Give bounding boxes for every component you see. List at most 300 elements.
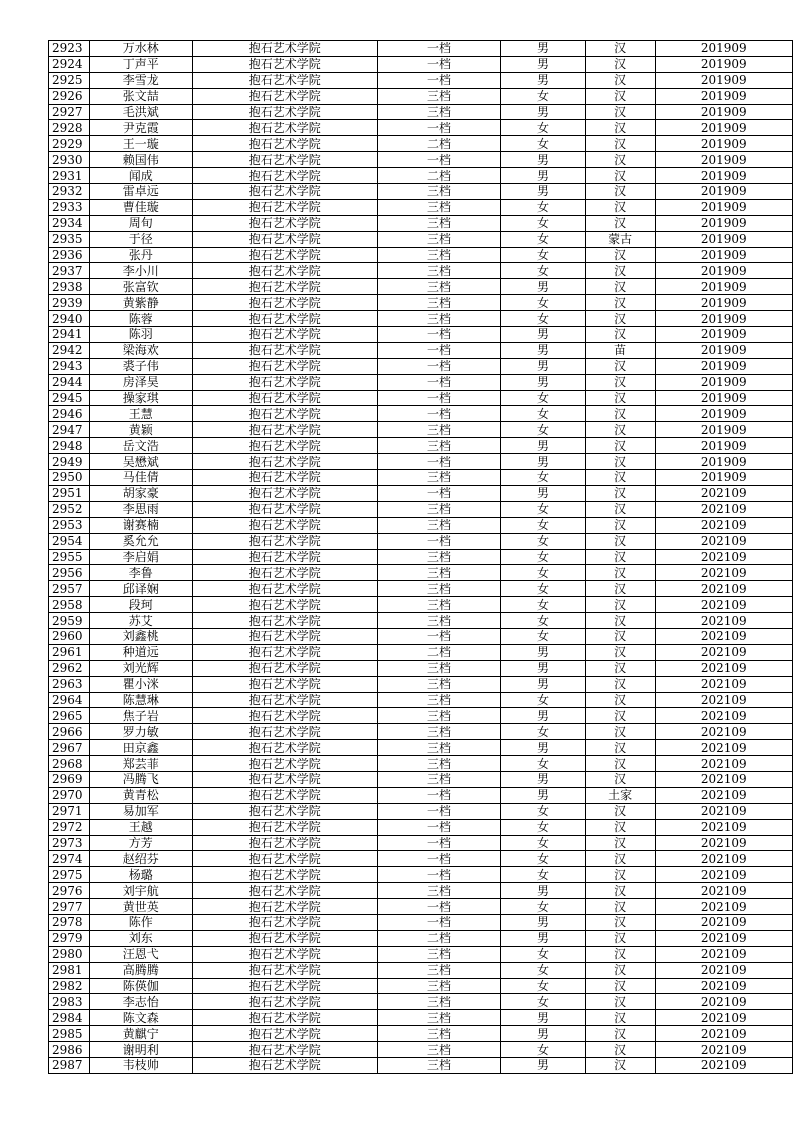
college-cell: 抱石艺术学院 bbox=[192, 390, 377, 406]
id-cell: 2968 bbox=[49, 756, 90, 772]
gender-cell: 男 bbox=[501, 740, 586, 756]
name-cell: 黄青松 bbox=[89, 787, 192, 803]
table-row bbox=[49, 231, 793, 247]
table-row bbox=[49, 835, 793, 851]
gender-cell: 女 bbox=[501, 406, 586, 422]
level-cell: 一档 bbox=[377, 72, 500, 88]
gender-cell: 男 bbox=[501, 374, 586, 390]
table-row bbox=[49, 533, 793, 549]
term-cell: 202109 bbox=[655, 517, 793, 533]
ethnicity-cell: 汉 bbox=[585, 152, 655, 168]
ethnicity-cell: 汉 bbox=[585, 215, 655, 231]
college-cell: 抱石艺术学院 bbox=[192, 676, 377, 692]
level-cell: 三档 bbox=[377, 1058, 500, 1074]
level-cell: 三档 bbox=[377, 1042, 500, 1058]
term-cell: 201909 bbox=[655, 358, 793, 374]
level-cell: 三档 bbox=[377, 438, 500, 454]
gender-cell: 女 bbox=[501, 946, 586, 962]
level-cell: 三档 bbox=[377, 422, 500, 438]
level-cell: 三档 bbox=[377, 660, 500, 676]
table-row bbox=[49, 215, 793, 231]
table-row bbox=[49, 454, 793, 470]
level-cell: 三档 bbox=[377, 565, 500, 581]
level-cell: 三档 bbox=[377, 279, 500, 295]
name-cell: 于径 bbox=[89, 231, 192, 247]
table-row bbox=[49, 342, 793, 358]
gender-cell: 女 bbox=[501, 565, 586, 581]
term-cell: 201909 bbox=[655, 168, 793, 184]
term-cell: 201909 bbox=[655, 279, 793, 295]
college-cell: 抱石艺术学院 bbox=[192, 168, 377, 184]
name-cell: 方芳 bbox=[89, 835, 192, 851]
term-cell: 202109 bbox=[655, 1026, 793, 1042]
name-cell: 陈作 bbox=[89, 914, 192, 930]
level-cell: 三档 bbox=[377, 962, 500, 978]
table-row bbox=[49, 819, 793, 835]
college-cell: 抱石艺术学院 bbox=[192, 104, 377, 120]
name-cell: 赖国伟 bbox=[89, 152, 192, 168]
level-cell: 一档 bbox=[377, 152, 500, 168]
term-cell: 202109 bbox=[655, 1058, 793, 1074]
level-cell: 三档 bbox=[377, 708, 500, 724]
name-cell: 韦枝帅 bbox=[89, 1058, 192, 1074]
college-cell: 抱石艺术学院 bbox=[192, 930, 377, 946]
gender-cell: 男 bbox=[501, 358, 586, 374]
college-cell: 抱石艺术学院 bbox=[192, 311, 377, 327]
id-cell: 2954 bbox=[49, 533, 90, 549]
table-row bbox=[49, 152, 793, 168]
term-cell: 202109 bbox=[655, 867, 793, 883]
ethnicity-cell: 汉 bbox=[585, 962, 655, 978]
term-cell: 201909 bbox=[655, 120, 793, 136]
ethnicity-cell: 汉 bbox=[585, 914, 655, 930]
id-cell: 2957 bbox=[49, 581, 90, 597]
id-cell: 2923 bbox=[49, 41, 90, 57]
ethnicity-cell: 土家 bbox=[585, 787, 655, 803]
college-cell: 抱石艺术学院 bbox=[192, 184, 377, 200]
table-row bbox=[49, 930, 793, 946]
id-cell: 2976 bbox=[49, 883, 90, 899]
college-cell: 抱石艺术学院 bbox=[192, 724, 377, 740]
table-row bbox=[49, 787, 793, 803]
table-row bbox=[49, 851, 793, 867]
gender-cell: 女 bbox=[501, 247, 586, 263]
gender-cell: 女 bbox=[501, 470, 586, 486]
name-cell: 陈慧琳 bbox=[89, 692, 192, 708]
name-cell: 裘子伟 bbox=[89, 358, 192, 374]
table-row bbox=[49, 644, 793, 660]
term-cell: 201909 bbox=[655, 342, 793, 358]
term-cell: 202109 bbox=[655, 819, 793, 835]
level-cell: 二档 bbox=[377, 168, 500, 184]
gender-cell: 男 bbox=[501, 56, 586, 72]
ethnicity-cell: 汉 bbox=[585, 946, 655, 962]
term-cell: 202109 bbox=[655, 660, 793, 676]
table-row bbox=[49, 978, 793, 994]
gender-cell: 女 bbox=[501, 724, 586, 740]
college-cell: 抱石艺术学院 bbox=[192, 581, 377, 597]
gender-cell: 男 bbox=[501, 708, 586, 724]
level-cell: 三档 bbox=[377, 295, 500, 311]
ethnicity-cell: 汉 bbox=[585, 819, 655, 835]
name-cell: 谢明利 bbox=[89, 1042, 192, 1058]
table-row bbox=[49, 628, 793, 644]
gender-cell: 女 bbox=[501, 517, 586, 533]
id-cell: 2926 bbox=[49, 88, 90, 104]
term-cell: 201909 bbox=[655, 199, 793, 215]
term-cell: 202109 bbox=[655, 549, 793, 565]
college-cell: 抱石艺术学院 bbox=[192, 771, 377, 787]
college-cell: 抱石艺术学院 bbox=[192, 962, 377, 978]
gender-cell: 男 bbox=[501, 41, 586, 57]
name-cell: 张文喆 bbox=[89, 88, 192, 104]
college-cell: 抱石艺术学院 bbox=[192, 994, 377, 1010]
term-cell: 201909 bbox=[655, 295, 793, 311]
id-cell: 2940 bbox=[49, 311, 90, 327]
name-cell: 梁海欢 bbox=[89, 342, 192, 358]
college-cell: 抱石艺术学院 bbox=[192, 295, 377, 311]
id-cell: 2981 bbox=[49, 962, 90, 978]
table-row bbox=[49, 422, 793, 438]
table-row bbox=[49, 771, 793, 787]
id-cell: 2946 bbox=[49, 406, 90, 422]
id-cell: 2934 bbox=[49, 215, 90, 231]
name-cell: 黄紫静 bbox=[89, 295, 192, 311]
ethnicity-cell: 汉 bbox=[585, 1058, 655, 1074]
level-cell: 三档 bbox=[377, 517, 500, 533]
term-cell: 202109 bbox=[655, 851, 793, 867]
college-cell: 抱石艺术学院 bbox=[192, 501, 377, 517]
id-cell: 2979 bbox=[49, 930, 90, 946]
gender-cell: 男 bbox=[501, 168, 586, 184]
term-cell: 202109 bbox=[655, 581, 793, 597]
term-cell: 201909 bbox=[655, 263, 793, 279]
ethnicity-cell: 汉 bbox=[585, 184, 655, 200]
level-cell: 一档 bbox=[377, 342, 500, 358]
college-cell: 抱石艺术学院 bbox=[192, 533, 377, 549]
level-cell: 三档 bbox=[377, 1026, 500, 1042]
id-cell: 2930 bbox=[49, 152, 90, 168]
name-cell: 种道远 bbox=[89, 644, 192, 660]
term-cell: 202109 bbox=[655, 708, 793, 724]
term-cell: 202109 bbox=[655, 899, 793, 915]
name-cell: 黄麒宁 bbox=[89, 1026, 192, 1042]
level-cell: 三档 bbox=[377, 501, 500, 517]
ethnicity-cell: 汉 bbox=[585, 1042, 655, 1058]
ethnicity-cell: 汉 bbox=[585, 692, 655, 708]
college-cell: 抱石艺术学院 bbox=[192, 899, 377, 915]
name-cell: 李启娟 bbox=[89, 549, 192, 565]
college-cell: 抱石艺术学院 bbox=[192, 41, 377, 57]
ethnicity-cell: 汉 bbox=[585, 549, 655, 565]
term-cell: 202109 bbox=[655, 740, 793, 756]
id-cell: 2952 bbox=[49, 501, 90, 517]
table-row bbox=[49, 1042, 793, 1058]
college-cell: 抱石艺术学院 bbox=[192, 358, 377, 374]
table-row bbox=[49, 390, 793, 406]
gender-cell: 女 bbox=[501, 851, 586, 867]
level-cell: 三档 bbox=[377, 311, 500, 327]
ethnicity-cell: 汉 bbox=[585, 1010, 655, 1026]
name-cell: 闻成 bbox=[89, 168, 192, 184]
level-cell: 三档 bbox=[377, 470, 500, 486]
ethnicity-cell: 苗 bbox=[585, 342, 655, 358]
id-cell: 2962 bbox=[49, 660, 90, 676]
term-cell: 201909 bbox=[655, 390, 793, 406]
level-cell: 三档 bbox=[377, 756, 500, 772]
level-cell: 一档 bbox=[377, 787, 500, 803]
table-row bbox=[49, 724, 793, 740]
id-cell: 2924 bbox=[49, 56, 90, 72]
college-cell: 抱石艺术学院 bbox=[192, 438, 377, 454]
level-cell: 一档 bbox=[377, 628, 500, 644]
gender-cell: 女 bbox=[501, 215, 586, 231]
gender-cell: 女 bbox=[501, 390, 586, 406]
college-cell: 抱石艺术学院 bbox=[192, 247, 377, 263]
table-row bbox=[49, 406, 793, 422]
term-cell: 201909 bbox=[655, 231, 793, 247]
id-cell: 2950 bbox=[49, 470, 90, 486]
level-cell: 三档 bbox=[377, 597, 500, 613]
gender-cell: 女 bbox=[501, 994, 586, 1010]
term-cell: 202109 bbox=[655, 930, 793, 946]
term-cell: 201909 bbox=[655, 184, 793, 200]
term-cell: 202109 bbox=[655, 962, 793, 978]
ethnicity-cell: 汉 bbox=[585, 899, 655, 915]
name-cell: 易加军 bbox=[89, 803, 192, 819]
name-cell: 谢赛楠 bbox=[89, 517, 192, 533]
name-cell: 焦子岩 bbox=[89, 708, 192, 724]
gender-cell: 女 bbox=[501, 581, 586, 597]
ethnicity-cell: 汉 bbox=[585, 883, 655, 899]
term-cell: 202109 bbox=[655, 692, 793, 708]
college-cell: 抱石艺术学院 bbox=[192, 740, 377, 756]
name-cell: 李思雨 bbox=[89, 501, 192, 517]
college-cell: 抱石艺术学院 bbox=[192, 787, 377, 803]
gender-cell: 男 bbox=[501, 930, 586, 946]
name-cell: 曹佳璇 bbox=[89, 199, 192, 215]
table-row bbox=[49, 136, 793, 152]
id-cell: 2964 bbox=[49, 692, 90, 708]
term-cell: 202109 bbox=[655, 533, 793, 549]
name-cell: 苏艾 bbox=[89, 613, 192, 629]
level-cell: 一档 bbox=[377, 914, 500, 930]
college-cell: 抱石艺术学院 bbox=[192, 756, 377, 772]
ethnicity-cell: 汉 bbox=[585, 390, 655, 406]
college-cell: 抱石艺术学院 bbox=[192, 803, 377, 819]
id-cell: 2928 bbox=[49, 120, 90, 136]
gender-cell: 男 bbox=[501, 644, 586, 660]
level-cell: 三档 bbox=[377, 613, 500, 629]
ethnicity-cell: 汉 bbox=[585, 644, 655, 660]
name-cell: 陈文森 bbox=[89, 1010, 192, 1026]
table-row bbox=[49, 613, 793, 629]
ethnicity-cell: 汉 bbox=[585, 422, 655, 438]
name-cell: 操家琪 bbox=[89, 390, 192, 406]
gender-cell: 女 bbox=[501, 533, 586, 549]
table-row bbox=[49, 247, 793, 263]
level-cell: 一档 bbox=[377, 406, 500, 422]
ethnicity-cell: 汉 bbox=[585, 470, 655, 486]
name-cell: 马佳倩 bbox=[89, 470, 192, 486]
table-row bbox=[49, 279, 793, 295]
college-cell: 抱石艺术学院 bbox=[192, 946, 377, 962]
ethnicity-cell: 汉 bbox=[585, 835, 655, 851]
id-cell: 2935 bbox=[49, 231, 90, 247]
gender-cell: 女 bbox=[501, 1042, 586, 1058]
name-cell: 冯腾飞 bbox=[89, 771, 192, 787]
level-cell: 一档 bbox=[377, 327, 500, 343]
table-row bbox=[49, 41, 793, 57]
college-cell: 抱石艺术学院 bbox=[192, 342, 377, 358]
college-cell: 抱石艺术学院 bbox=[192, 88, 377, 104]
name-cell: 刘宇航 bbox=[89, 883, 192, 899]
level-cell: 三档 bbox=[377, 771, 500, 787]
college-cell: 抱石艺术学院 bbox=[192, 120, 377, 136]
name-cell: 李小川 bbox=[89, 263, 192, 279]
term-cell: 201909 bbox=[655, 470, 793, 486]
level-cell: 二档 bbox=[377, 644, 500, 660]
term-cell: 201909 bbox=[655, 454, 793, 470]
name-cell: 李鲁 bbox=[89, 565, 192, 581]
gender-cell: 男 bbox=[501, 1058, 586, 1074]
id-cell: 2987 bbox=[49, 1058, 90, 1074]
ethnicity-cell: 汉 bbox=[585, 199, 655, 215]
name-cell: 赵绍芬 bbox=[89, 851, 192, 867]
level-cell: 三档 bbox=[377, 549, 500, 565]
name-cell: 岳文浩 bbox=[89, 438, 192, 454]
gender-cell: 女 bbox=[501, 597, 586, 613]
name-cell: 陈蓉 bbox=[89, 311, 192, 327]
level-cell: 三档 bbox=[377, 883, 500, 899]
college-cell: 抱石艺术学院 bbox=[192, 215, 377, 231]
name-cell: 段珂 bbox=[89, 597, 192, 613]
level-cell: 一档 bbox=[377, 835, 500, 851]
gender-cell: 女 bbox=[501, 136, 586, 152]
ethnicity-cell: 汉 bbox=[585, 358, 655, 374]
level-cell: 二档 bbox=[377, 930, 500, 946]
name-cell: 黄世英 bbox=[89, 899, 192, 915]
gender-cell: 男 bbox=[501, 787, 586, 803]
ethnicity-cell: 汉 bbox=[585, 485, 655, 501]
gender-cell: 女 bbox=[501, 295, 586, 311]
college-cell: 抱石艺术学院 bbox=[192, 835, 377, 851]
ethnicity-cell: 汉 bbox=[585, 136, 655, 152]
ethnicity-cell: 汉 bbox=[585, 517, 655, 533]
gender-cell: 男 bbox=[501, 104, 586, 120]
ethnicity-cell: 汉 bbox=[585, 613, 655, 629]
name-cell: 陈偀伽 bbox=[89, 978, 192, 994]
id-cell: 2933 bbox=[49, 199, 90, 215]
level-cell: 三档 bbox=[377, 215, 500, 231]
table-row bbox=[49, 199, 793, 215]
term-cell: 201909 bbox=[655, 152, 793, 168]
table-row bbox=[49, 867, 793, 883]
ethnicity-cell: 汉 bbox=[585, 597, 655, 613]
level-cell: 一档 bbox=[377, 867, 500, 883]
level-cell: 一档 bbox=[377, 454, 500, 470]
college-cell: 抱石艺术学院 bbox=[192, 660, 377, 676]
level-cell: 三档 bbox=[377, 88, 500, 104]
college-cell: 抱石艺术学院 bbox=[192, 231, 377, 247]
table-row bbox=[49, 692, 793, 708]
gender-cell: 男 bbox=[501, 454, 586, 470]
ethnicity-cell: 汉 bbox=[585, 88, 655, 104]
table-row bbox=[49, 1026, 793, 1042]
id-cell: 2931 bbox=[49, 168, 90, 184]
name-cell: 房泽昊 bbox=[89, 374, 192, 390]
name-cell: 汪恩弋 bbox=[89, 946, 192, 962]
level-cell: 一档 bbox=[377, 533, 500, 549]
term-cell: 202109 bbox=[655, 1042, 793, 1058]
level-cell: 三档 bbox=[377, 692, 500, 708]
table-row bbox=[49, 803, 793, 819]
ethnicity-cell: 汉 bbox=[585, 771, 655, 787]
name-cell: 万水林 bbox=[89, 41, 192, 57]
ethnicity-cell: 汉 bbox=[585, 41, 655, 57]
college-cell: 抱石艺术学院 bbox=[192, 422, 377, 438]
ethnicity-cell: 汉 bbox=[585, 978, 655, 994]
table-row bbox=[49, 438, 793, 454]
gender-cell: 女 bbox=[501, 88, 586, 104]
ethnicity-cell: 汉 bbox=[585, 740, 655, 756]
gender-cell: 男 bbox=[501, 1010, 586, 1026]
college-cell: 抱石艺术学院 bbox=[192, 883, 377, 899]
table-row bbox=[49, 295, 793, 311]
id-cell: 2959 bbox=[49, 613, 90, 629]
name-cell: 张丹 bbox=[89, 247, 192, 263]
id-cell: 2932 bbox=[49, 184, 90, 200]
ethnicity-cell: 汉 bbox=[585, 311, 655, 327]
level-cell: 一档 bbox=[377, 851, 500, 867]
ethnicity-cell: 汉 bbox=[585, 930, 655, 946]
table-row bbox=[49, 883, 793, 899]
ethnicity-cell: 汉 bbox=[585, 867, 655, 883]
table-row bbox=[49, 88, 793, 104]
gender-cell: 男 bbox=[501, 660, 586, 676]
term-cell: 202109 bbox=[655, 1010, 793, 1026]
id-cell: 2973 bbox=[49, 835, 90, 851]
college-cell: 抱石艺术学院 bbox=[192, 628, 377, 644]
name-cell: 郑芸菲 bbox=[89, 756, 192, 772]
college-cell: 抱石艺术学院 bbox=[192, 708, 377, 724]
ethnicity-cell: 汉 bbox=[585, 803, 655, 819]
id-cell: 2969 bbox=[49, 771, 90, 787]
id-cell: 2947 bbox=[49, 422, 90, 438]
gender-cell: 男 bbox=[501, 1026, 586, 1042]
name-cell: 丁声平 bbox=[89, 56, 192, 72]
id-cell: 2974 bbox=[49, 851, 90, 867]
name-cell: 陈羽 bbox=[89, 327, 192, 343]
name-cell: 王越 bbox=[89, 819, 192, 835]
gender-cell: 男 bbox=[501, 676, 586, 692]
ethnicity-cell: 汉 bbox=[585, 454, 655, 470]
name-cell: 毛洪斌 bbox=[89, 104, 192, 120]
id-cell: 2971 bbox=[49, 803, 90, 819]
college-cell: 抱石艺术学院 bbox=[192, 485, 377, 501]
level-cell: 三档 bbox=[377, 1010, 500, 1026]
id-cell: 2956 bbox=[49, 565, 90, 581]
table-body bbox=[49, 41, 793, 1074]
level-cell: 三档 bbox=[377, 263, 500, 279]
ethnicity-cell: 汉 bbox=[585, 501, 655, 517]
level-cell: 三档 bbox=[377, 199, 500, 215]
table-row bbox=[49, 1010, 793, 1026]
term-cell: 201909 bbox=[655, 72, 793, 88]
name-cell: 李志怡 bbox=[89, 994, 192, 1010]
id-cell: 2955 bbox=[49, 549, 90, 565]
name-cell: 周旬 bbox=[89, 215, 192, 231]
